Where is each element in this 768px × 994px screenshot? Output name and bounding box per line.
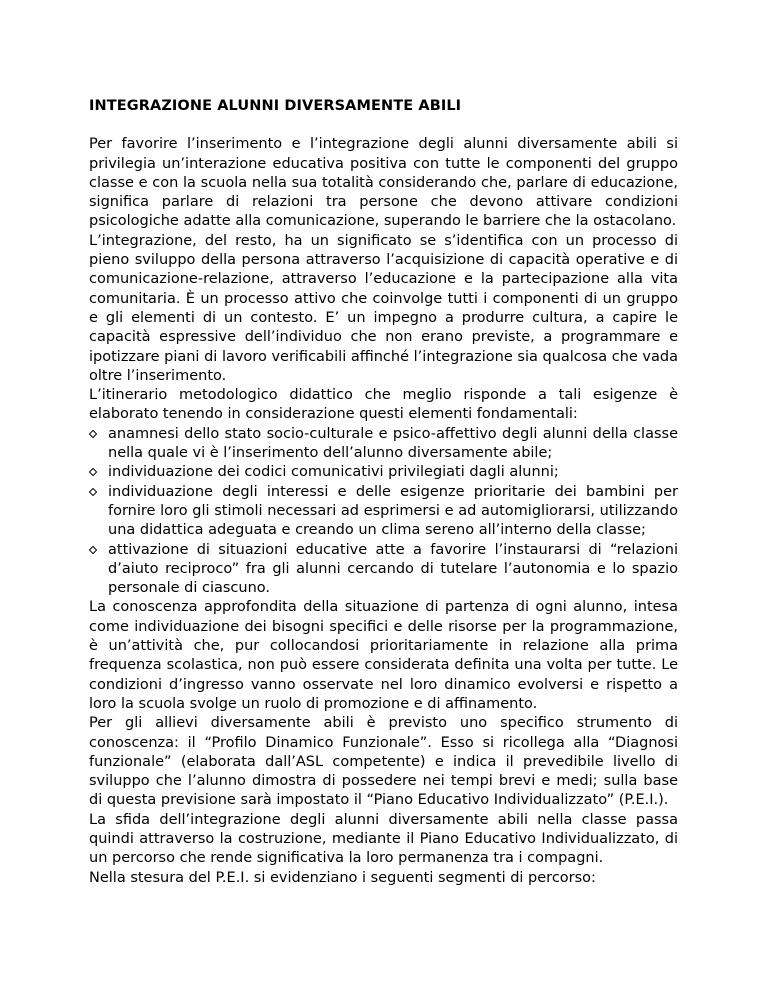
list-item [89, 425, 678, 464]
list-item-text: individuazione degli interessi e delle esigenze prioritarie dei bambini per fornire loro gli stimoli necessari ad esprimersi e ad automigliorarsi, utilizzando una didattica adeguata e creando un clima sereno all’interno della classe; [108, 483, 678, 539]
list-item-text: attivazione di situazioni educative atte a favorire l’instaurarsi di “relazioni d’aiuto reciproco” fra gli alunni cercando di tutelare l’autonomia e lo spazio personale di ciascuno. [108, 541, 678, 597]
paragraph-intro: Per favorire l’inserimento e l’integrazione degli alunni diversamente abili si privilegia un’interazione educativa positiva con tutte le componenti del gruppo classe e con la scuola nella sua totalità considerando che, parlare di educazione, significa parlare di relazioni tra persone che devono attivare condizioni psicologiche adatte alla comunicazione, superando le barriere che la ostacolano. [89, 136, 678, 230]
diamond-bullet-icon [89, 545, 97, 553]
paragraph-pei: Nella stesura del P.E.I. si evidenziano i seguenti segmenti di percorso: [89, 869, 596, 886]
list-item-text: anamnesi dello stato socio-culturale e psico-affettivo degli alunni della classe nella quale vi è l’inserimento dell’alunno diversamente abile; [108, 425, 678, 462]
document-page [89, 97, 678, 888]
document-title: INTEGRAZIONE ALUNNI DIVERSAMENTE ABILI [89, 98, 462, 114]
paragraph-itinerary: L’itinerario metodologico didattico che meglio risponde a tali esigenze è elaborato tenendo in considerazione questi elementi fondamentali: [89, 387, 678, 423]
paragraph-profile: Per gli allievi diversamente abili è previsto uno specifico strumento di conoscenza: il “Profilo Dinamico Funzionale”. Esso si ricollega alla “Diagnosi funzionale” (elaborata dall’ASL competente) e indica il prevedibile livello di sviluppo che l’alunno dimostra di possedere nei tempi brevi e medi; sulla base di questa previsione sarà impostato il “Piano Educativo Individualizzato” (P.E.I.). [89, 715, 678, 809]
list-item [89, 541, 678, 599]
list-item [89, 463, 678, 482]
list-item-text: individuazione dei codici comunicativi privilegiati dagli alunni; [108, 464, 559, 481]
paragraph-challenge: La sfida dell’integrazione degli alunni diversamente abili nella classe passa quindi attraverso la costruzione, mediante il Piano Educativo Individualizzato, di un percorso che rende significativa la loro permanenza tra i compagni. [89, 811, 678, 867]
paragraph-knowledge: La conoscenza approfondita della situazione di partenza di ogni alunno, intesa come individuazione dei bisogni specifici e delle risorse per la programmazione, è un’attività che, pur collocandosi prioritariamente in relazione alla prima frequenza scolastica, non può essere considerata definita una volta per tutte. Le condizioni d’ingresso vanno osservate nel loro dinamico evolversi e rispetto a loro la scuola svolge un ruolo di promozione e di affinamento. [89, 599, 678, 712]
fundamental-elements-list [89, 425, 678, 599]
paragraph-integration: L’integrazione, del resto, ha un significato se s’identifica con un processo di pieno sviluppo della persona attraverso l’acquisizione di capacità operative e di comunicazione-relazione, attraverso l’educazione e la partecipazione alla vita comunitaria. È un processo attivo che coinvolge tutti i componenti di un gruppo e gli elementi di un contesto. E’ un impegno a produrre cultura, a capire le capacità espressive dell’individuo che non erano previste, a programmare e ipotizzare piani di lavoro verificabili affinché l’integrazione sia qualcosa che vada oltre l’inserimento. [89, 232, 678, 384]
diamond-bullet-icon [89, 468, 97, 476]
diamond-bullet-icon [89, 430, 97, 438]
diamond-bullet-icon [89, 487, 97, 495]
list-item [89, 483, 678, 541]
